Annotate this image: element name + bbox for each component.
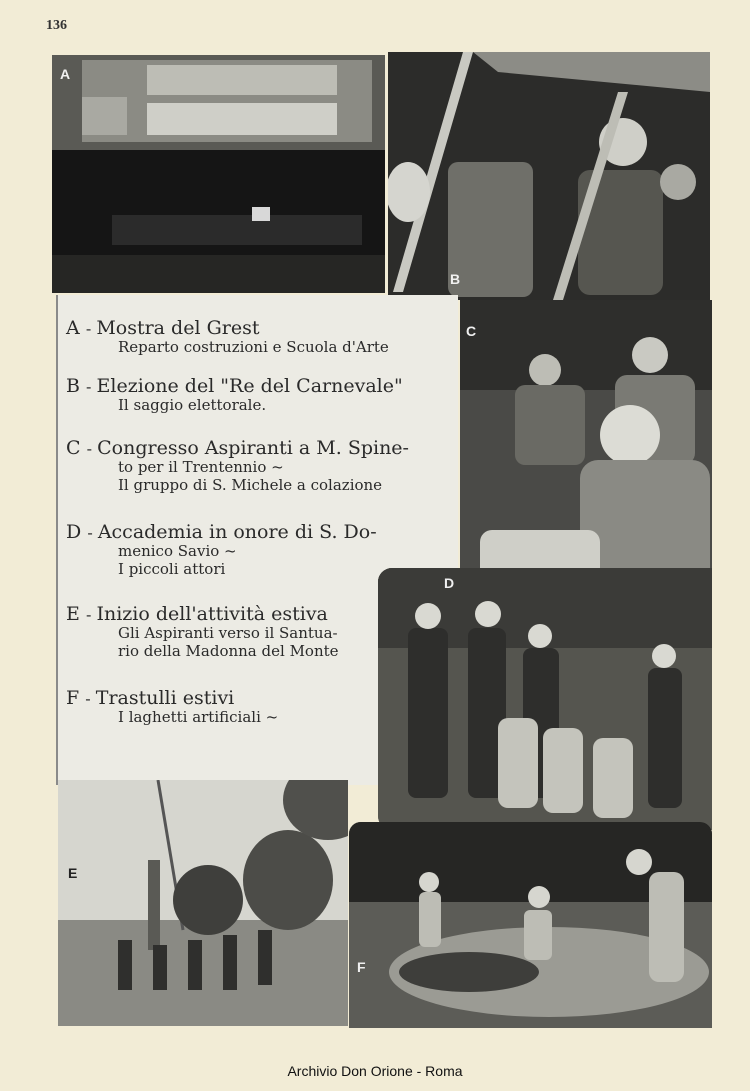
- caption-a: A - Mostra del Grest Reparto costruzioni e Scuola d'Arte: [66, 317, 461, 357]
- caption-title: Mostra del Grest: [96, 317, 260, 339]
- caption-title: Elezione del "Re del Carnevale": [96, 375, 403, 397]
- caption-letter: B: [66, 375, 81, 397]
- photo-label-d: D: [444, 575, 455, 591]
- archive-footer: Archivio Don Orione - Roma: [287, 1063, 463, 1079]
- caption-subtitle: Gli Aspiranti verso il Santua-: [118, 624, 338, 643]
- caption-subtitle: Il saggio elettorale.: [118, 396, 267, 415]
- photo-e: [58, 780, 348, 1026]
- caption-detail: Il gruppo di S. Michele a colazione: [118, 476, 383, 495]
- photo-a: [52, 55, 385, 293]
- caption-f: F - Trastulli estivi I laghetti artificiali ~: [66, 687, 461, 727]
- caption-subtitle: I laghetti artificiali ~: [118, 708, 279, 727]
- photo-d: [378, 568, 712, 830]
- caption-d: D - Accademia in onore di S. Do- menico Savio ~ I piccoli attori: [66, 521, 461, 579]
- caption-letter: E: [66, 603, 81, 625]
- photo-label-c: C: [466, 323, 477, 339]
- caption-title: Inizio dell'attività estiva: [96, 603, 328, 625]
- caption-title: Congresso Aspiranti a M. Spine-: [97, 437, 409, 459]
- caption-letter: D: [66, 521, 83, 543]
- caption-detail: I piccoli attori: [118, 560, 226, 579]
- caption-subtitle: to per il Trentennio ~: [118, 458, 284, 477]
- caption-letter: A: [66, 317, 81, 339]
- caption-subtitle: menico Savio ~: [118, 542, 237, 561]
- caption-subtitle: Reparto costruzioni e Scuola d'Arte: [118, 338, 389, 357]
- photo-label-b: B: [450, 271, 461, 287]
- photo-label-f: F: [357, 959, 366, 975]
- caption-letter: F: [66, 687, 81, 709]
- caption-title: Accademia in onore di S. Do-: [97, 521, 377, 543]
- photo-label-a: A: [60, 66, 71, 82]
- caption-detail: rio della Madonna del Monte: [118, 642, 339, 661]
- caption-e: E - Inizio dell'attività estiva Gli Aspiranti verso il Santua- rio della Madonna del Monte: [66, 603, 461, 661]
- caption-letter: C: [66, 437, 82, 459]
- caption-c: C - Congresso Aspiranti a M. Spine- to per il Trentennio ~ Il gruppo di S. Michele a colazione: [66, 437, 461, 495]
- caption-title: Trastulli estivi: [95, 687, 235, 709]
- photo-label-e: E: [68, 865, 78, 881]
- photo-b: [388, 52, 710, 300]
- page-number: 136: [46, 18, 67, 33]
- photo-f: [349, 822, 712, 1028]
- caption-b: B - Elezione del "Re del Carnevale" Il saggio elettorale.: [66, 375, 461, 415]
